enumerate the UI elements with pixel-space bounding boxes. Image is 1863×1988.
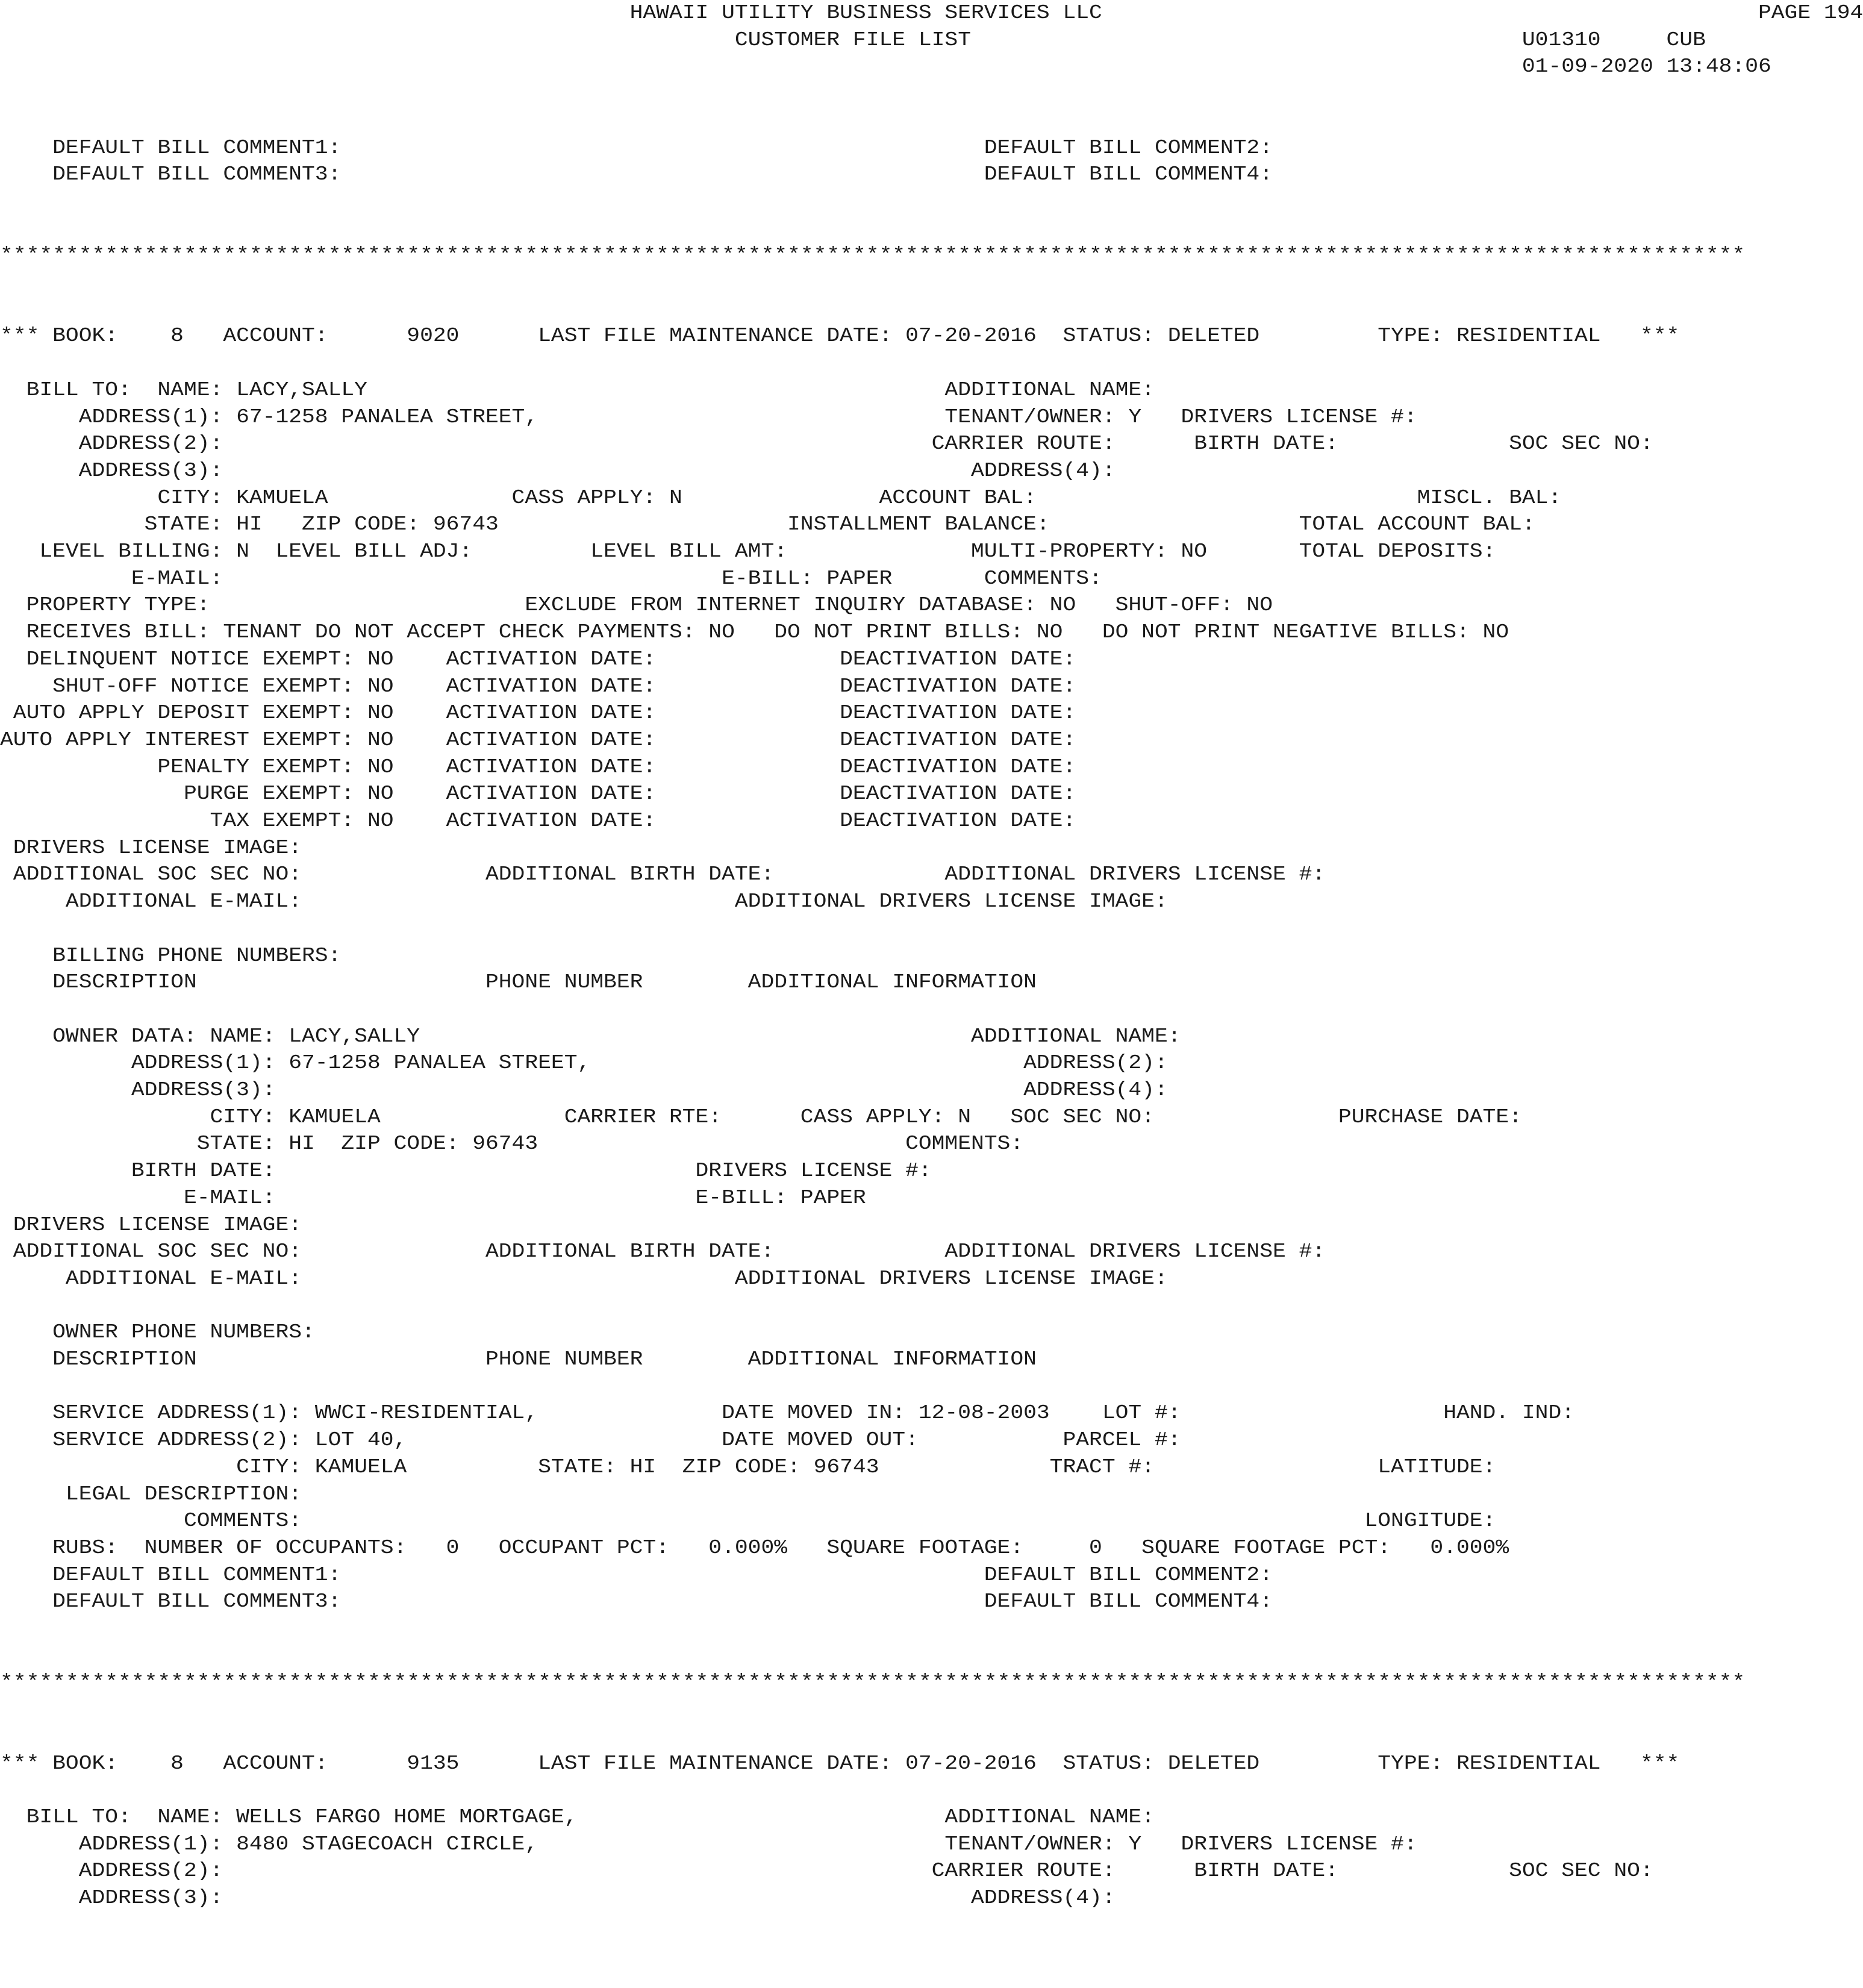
blank-line bbox=[0, 296, 1690, 323]
report-line: ADDRESS(1): 67-1258 PANALEA STREET, ADDRESS(2): bbox=[0, 1052, 1168, 1075]
report-line: ADDRESS(2): CARRIER ROUTE: BIRTH DATE: SOC SEC NO: bbox=[0, 433, 1653, 455]
report-line: DEFAULT BILL COMMENT1: DEFAULT BILL COMMENT2: bbox=[0, 136, 1273, 159]
report-line: ADDRESS(2): CARRIER ROUTE: BIRTH DATE: SOC SEC NO: bbox=[0, 1860, 1653, 1883]
blank-line bbox=[0, 996, 1690, 1023]
report-line: BIRTH DATE: DRIVERS LICENSE #: bbox=[0, 1160, 932, 1183]
report-line: CITY: KAMUELA CASS APPLY: N ACCOUNT BAL: MISCL. BAL: bbox=[0, 486, 1562, 509]
report-line: PROPERTY TYPE: EXCLUDE FROM INTERNET INQUIRY DATABASE: NO SHUT-OFF: NO bbox=[0, 594, 1273, 617]
blank-line bbox=[0, 189, 1690, 215]
record-separator: ************************************************************************************************************************************* bbox=[0, 244, 1746, 267]
report-line: OWNER PHONE NUMBERS: bbox=[0, 1321, 315, 1344]
report-line: STATE: HI ZIP CODE: 96743 COMMENTS: bbox=[0, 1133, 1024, 1155]
report-line: STATE: HI ZIP CODE: 96743 INSTALLMENT BALANCE: TOTAL ACCOUNT BAL: bbox=[0, 513, 1535, 536]
report-line: RUBS: NUMBER OF OCCUPANTS: 0 OCCUPANT PCT: 0.000% SQUARE FOOTAGE: 0 SQUARE FOOTAGE PCT: 0.000% bbox=[0, 1536, 1509, 1559]
blank-line bbox=[0, 1616, 1690, 1642]
report-line: CITY: KAMUELA STATE: HI ZIP CODE: 96743 TRACT #: LATITUDE: bbox=[0, 1455, 1496, 1478]
report-line: CITY: KAMUELA CARRIER RTE: CASS APPLY: N SOC SEC NO: PURCHASE DATE: bbox=[0, 1105, 1522, 1128]
blank-line bbox=[0, 216, 1690, 242]
report-line: ADDRESS(1): 8480 STAGECOACH CIRCLE, TENANT/OWNER: Y DRIVERS LICENSE #: bbox=[0, 1833, 1417, 1855]
report-line: DESCRIPTION PHONE NUMBER ADDITIONAL INFORMATION bbox=[0, 971, 1037, 994]
blank-line bbox=[0, 1374, 1690, 1400]
blank-line bbox=[0, 1696, 1690, 1723]
blank-line bbox=[0, 269, 1690, 296]
report-line: ADDRESS(1): 67-1258 PANALEA STREET, TENANT/OWNER: Y DRIVERS LICENSE #: bbox=[0, 405, 1417, 428]
report-line: BILLING PHONE NUMBERS: bbox=[0, 944, 342, 967]
report-line: RECEIVES BILL: TENANT DO NOT ACCEPT CHECK PAYMENTS: NO DO NOT PRINT BILLS: NO DO NOT PRINT NEGATIVE BILLS: NO bbox=[0, 621, 1509, 644]
record-separator: ************************************************************************************************************************************* bbox=[0, 1671, 1746, 1694]
report-line: ADDITIONAL E-MAIL: ADDITIONAL DRIVERS LICENSE IMAGE: bbox=[0, 1267, 1168, 1290]
blank-line bbox=[0, 1724, 1690, 1750]
report-line: OWNER DATA: NAME: LACY,SALLY ADDITIONAL NAME: bbox=[0, 1025, 1181, 1048]
report-line: ADDRESS(3): ADDRESS(4): bbox=[0, 1079, 1168, 1101]
report-line: LEGAL DESCRIPTION: bbox=[0, 1483, 302, 1505]
blank-line bbox=[0, 108, 1690, 134]
report-line: DESCRIPTION PHONE NUMBER ADDITIONAL INFORMATION bbox=[0, 1348, 1037, 1371]
report-line: CUSTOMER FILE LIST U01310 CUB bbox=[0, 28, 1706, 51]
blank-line bbox=[0, 1643, 1690, 1669]
report-line: ADDITIONAL E-MAIL: ADDITIONAL DRIVERS LICENSE IMAGE: bbox=[0, 890, 1168, 913]
report-line: DRIVERS LICENSE IMAGE: bbox=[0, 1213, 302, 1236]
report-line: PURGE EXEMPT: NO ACTIVATION DATE: DEACTIVATION DATE: bbox=[0, 783, 1076, 805]
report-line: AUTO APPLY INTEREST EXEMPT: NO ACTIVATION DATE: DEACTIVATION DATE: bbox=[0, 728, 1076, 751]
blank-line bbox=[0, 1293, 1690, 1319]
report-line: BILL TO: NAME: LACY,SALLY ADDITIONAL NAME: bbox=[0, 378, 1155, 401]
blank-line bbox=[0, 350, 1690, 377]
blank-line bbox=[0, 916, 1690, 942]
report-line: E-MAIL: E-BILL: PAPER COMMENTS: bbox=[0, 567, 1102, 590]
report-line: BILL TO: NAME: WELLS FARGO HOME MORTGAGE, ADDITIONAL NAME: bbox=[0, 1805, 1155, 1828]
report-line: ADDRESS(3): ADDRESS(4): bbox=[0, 459, 1116, 482]
report-line: DELINQUENT NOTICE EXEMPT: NO ACTIVATION DATE: DEACTIVATION DATE: bbox=[0, 648, 1076, 670]
account-header-line: *** BOOK: 8 ACCOUNT: 9135 LAST FILE MAINTENANCE DATE: 07-20-2016 STATUS: DELETED TYPE: RESIDENTIAL *** bbox=[0, 1752, 1680, 1775]
account-header-line: *** BOOK: 8 ACCOUNT: 9020 LAST FILE MAINTENANCE DATE: 07-20-2016 STATUS: DELETED TYPE: RESIDENTIAL *** bbox=[0, 325, 1680, 348]
blank-line bbox=[0, 81, 1690, 107]
report-line: AUTO APPLY DEPOSIT EXEMPT: NO ACTIVATION DATE: DEACTIVATION DATE: bbox=[0, 702, 1076, 725]
report-line: ADDITIONAL SOC SEC NO: ADDITIONAL BIRTH DATE: ADDITIONAL DRIVERS LICENSE #: bbox=[0, 863, 1326, 886]
report-line: HAWAII UTILITY BUSINESS SERVICES LLC PAGE 194 bbox=[0, 2, 1863, 24]
report-line: SERVICE ADDRESS(2): LOT 40, DATE MOVED OUT: PARCEL #: bbox=[0, 1429, 1181, 1452]
report-line: SERVICE ADDRESS(1): WWCI-RESIDENTIAL, DATE MOVED IN: 12-08-2003 LOT #: HAND. IND: bbox=[0, 1402, 1575, 1425]
report-line: TAX EXEMPT: NO ACTIVATION DATE: DEACTIVATION DATE: bbox=[0, 810, 1076, 832]
report-line: DEFAULT BILL COMMENT3: DEFAULT BILL COMMENT4: bbox=[0, 1590, 1273, 1613]
report-line: COMMENTS: LONGITUDE: bbox=[0, 1510, 1496, 1533]
report-line: DEFAULT BILL COMMENT3: DEFAULT BILL COMMENT4: bbox=[0, 163, 1273, 186]
report-line: DRIVERS LICENSE IMAGE: bbox=[0, 836, 302, 859]
report-line: 01-09-2020 13:48:06 bbox=[0, 55, 1771, 78]
report-line: ADDITIONAL SOC SEC NO: ADDITIONAL BIRTH DATE: ADDITIONAL DRIVERS LICENSE #: bbox=[0, 1240, 1326, 1263]
report-line: E-MAIL: E-BILL: PAPER bbox=[0, 1186, 866, 1209]
report-line: SHUT-OFF NOTICE EXEMPT: NO ACTIVATION DATE: DEACTIVATION DATE: bbox=[0, 675, 1076, 698]
report-line: LEVEL BILLING: N LEVEL BILL ADJ: LEVEL BILL AMT: MULTI-PROPERTY: NO TOTAL DEPOSITS: bbox=[0, 540, 1496, 563]
report-line: ADDRESS(3): ADDRESS(4): bbox=[0, 1887, 1116, 1909]
blank-line bbox=[0, 1777, 1690, 1804]
report-line: DEFAULT BILL COMMENT1: DEFAULT BILL COMMENT2: bbox=[0, 1563, 1273, 1586]
report-line: PENALTY EXEMPT: NO ACTIVATION DATE: DEACTIVATION DATE: bbox=[0, 755, 1076, 778]
